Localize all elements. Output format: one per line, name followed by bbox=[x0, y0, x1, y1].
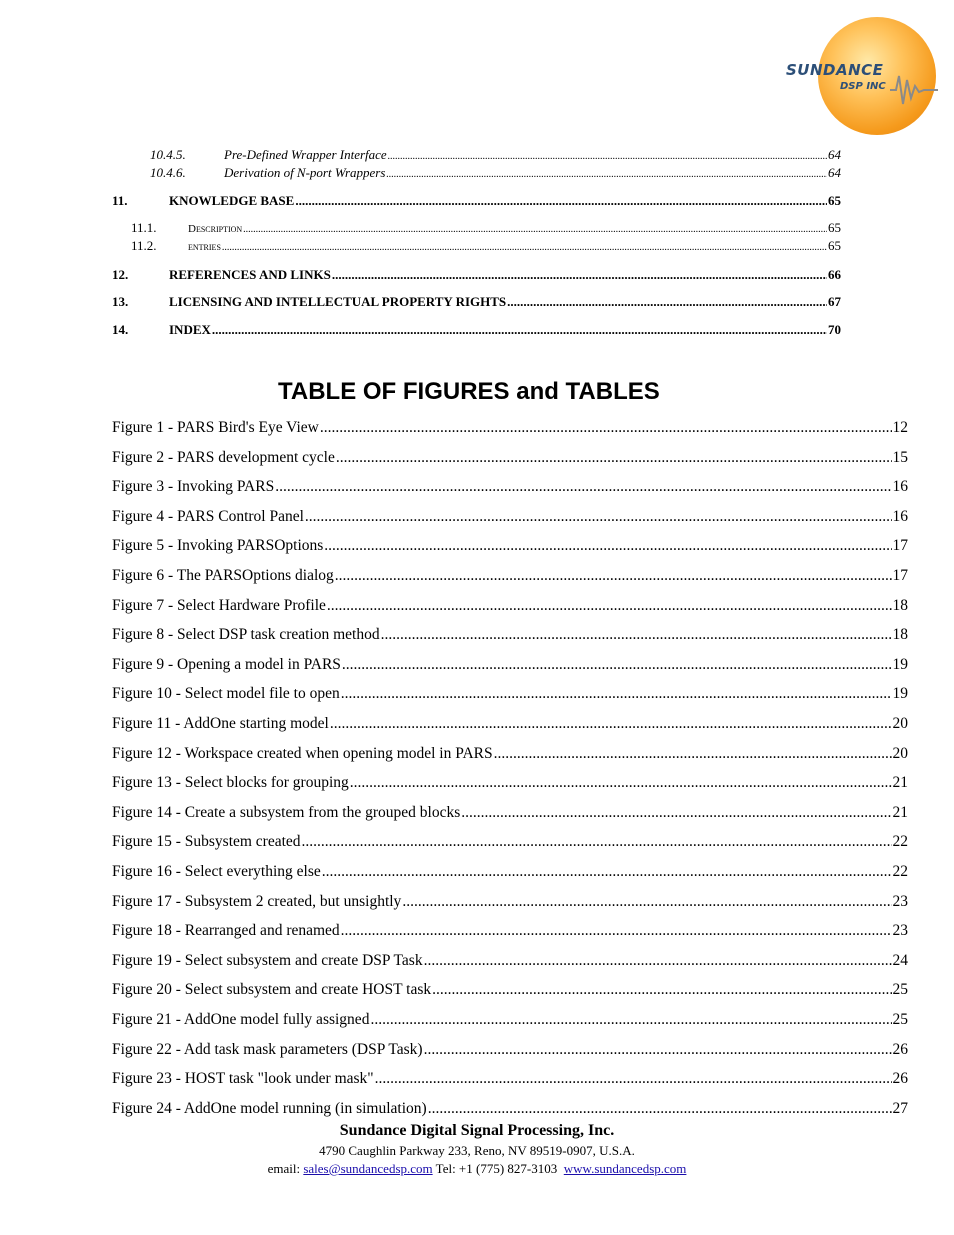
figure-title: Figure 7 - Select Hardware Profile bbox=[112, 596, 326, 614]
figure-page: 18 bbox=[892, 596, 908, 614]
dot-leader bbox=[322, 863, 892, 881]
figure-page: 21 bbox=[892, 803, 908, 821]
dot-leader bbox=[370, 1011, 891, 1029]
toc-title: LICENSING AND INTELLECTUAL PROPERTY RIGHTS bbox=[169, 294, 507, 309]
dot-leader bbox=[295, 193, 827, 209]
figure-page: 22 bbox=[892, 833, 908, 851]
figure-entry[interactable] bbox=[112, 715, 908, 733]
figure-page: 25 bbox=[892, 981, 908, 999]
toc-number: 10.4.6. bbox=[150, 165, 186, 180]
figure-entry[interactable] bbox=[112, 597, 908, 615]
dot-leader bbox=[222, 242, 827, 253]
dot-leader bbox=[336, 449, 892, 467]
dot-leader bbox=[341, 922, 892, 940]
figure-page: 15 bbox=[892, 448, 908, 466]
figure-title: Figure 24 - AddOne model running (in simulation) bbox=[112, 1099, 427, 1117]
dot-leader bbox=[381, 626, 892, 644]
toc-number: 11.2. bbox=[131, 238, 157, 253]
figure-entry[interactable] bbox=[112, 745, 908, 763]
toc-entry[interactable] bbox=[150, 165, 841, 181]
figure-title: Figure 16 - Select everything else bbox=[112, 863, 321, 880]
dot-leader bbox=[494, 745, 892, 763]
toc-page: 67 bbox=[828, 294, 841, 309]
toc-entry[interactable] bbox=[112, 193, 841, 209]
dot-leader bbox=[388, 151, 827, 162]
figure-entry[interactable] bbox=[112, 952, 908, 970]
figure-entry[interactable] bbox=[112, 478, 908, 496]
dot-leader bbox=[424, 952, 892, 970]
toc-number: 10.4.5. bbox=[150, 147, 186, 162]
dot-leader bbox=[324, 537, 891, 555]
figure-page: 20 bbox=[892, 715, 908, 732]
toc-title: entries bbox=[188, 241, 221, 253]
figure-entry[interactable] bbox=[112, 685, 908, 703]
toc-page: 65 bbox=[828, 193, 841, 208]
figure-entry[interactable] bbox=[112, 863, 908, 881]
figure-page: 17 bbox=[892, 537, 908, 555]
figure-title: Figure 13 - Select blocks for grouping bbox=[112, 774, 349, 792]
figure-entry[interactable] bbox=[112, 833, 908, 851]
figure-title: Figure 3 - Invoking PARS bbox=[112, 478, 275, 496]
figure-entry[interactable] bbox=[112, 981, 908, 999]
figure-entry[interactable] bbox=[112, 626, 908, 644]
figure-title: Figure 2 - PARS development cycle bbox=[112, 448, 335, 466]
dot-leader bbox=[335, 567, 892, 585]
dot-leader bbox=[461, 804, 891, 822]
dot-leader bbox=[432, 981, 891, 999]
dot-leader bbox=[243, 224, 827, 235]
toc-number: 11. bbox=[112, 193, 128, 208]
figure-title: Figure 10 - Select model file to open bbox=[112, 685, 340, 703]
toc-title: INDEX bbox=[169, 322, 211, 337]
dot-leader bbox=[342, 656, 892, 674]
footer-contact bbox=[0, 1161, 954, 1177]
dot-leader bbox=[424, 1041, 892, 1059]
figure-page: 16 bbox=[892, 507, 908, 525]
toc-page: 65 bbox=[828, 220, 841, 235]
figure-entry[interactable] bbox=[112, 656, 908, 674]
figure-entry[interactable] bbox=[112, 1070, 908, 1088]
figure-entry[interactable] bbox=[112, 774, 908, 792]
dot-leader bbox=[305, 508, 892, 526]
figure-title: Figure 9 - Opening a model in PARS bbox=[112, 655, 341, 673]
figure-page: 25 bbox=[892, 1011, 908, 1028]
dot-leader bbox=[327, 597, 892, 615]
figure-entry[interactable] bbox=[112, 1100, 908, 1118]
figure-title: Figure 18 - Rearranged and renamed bbox=[112, 922, 340, 940]
dot-leader bbox=[386, 169, 827, 180]
telephone: Tel: +1 (775) 827-3103 bbox=[435, 1161, 558, 1176]
email-link[interactable]: sales@sundancedsp.com bbox=[303, 1161, 433, 1176]
figure-page: 21 bbox=[892, 774, 908, 792]
figure-page: 20 bbox=[892, 744, 908, 762]
dot-leader bbox=[375, 1070, 892, 1088]
logo-waveform-icon bbox=[890, 70, 938, 110]
toc-title: Pre-Defined Wrapper Interface bbox=[224, 147, 387, 162]
figure-entry[interactable] bbox=[112, 419, 908, 437]
figure-title: Figure 19 - Select subsystem and create DSP Task bbox=[112, 951, 423, 969]
figure-title: Figure 20 - Select subsystem and create HOST task bbox=[112, 981, 432, 999]
figure-page: 23 bbox=[892, 922, 908, 940]
figure-page: 16 bbox=[892, 478, 908, 496]
dot-leader bbox=[428, 1100, 892, 1118]
toc-page: 66 bbox=[828, 267, 841, 282]
toc-title: KNOWLEDGE BASE bbox=[169, 193, 295, 208]
logo-name: SUNDANCE bbox=[786, 61, 884, 79]
figure-entry[interactable] bbox=[112, 893, 908, 911]
figure-title: Figure 23 - HOST task "look under mask" bbox=[112, 1070, 374, 1088]
figure-page: 19 bbox=[892, 685, 908, 703]
toc-number: 11.1. bbox=[131, 220, 157, 235]
figure-page: 17 bbox=[892, 567, 908, 584]
toc-entry[interactable] bbox=[112, 294, 841, 310]
figure-page: 24 bbox=[892, 951, 908, 969]
figure-entry[interactable] bbox=[112, 567, 908, 585]
dot-leader bbox=[302, 833, 892, 851]
dot-leader bbox=[507, 294, 827, 310]
toc-title: Description bbox=[188, 223, 243, 235]
logo-sub: DSP INC bbox=[840, 81, 886, 92]
dot-leader bbox=[320, 419, 892, 437]
toc-page: 64 bbox=[828, 165, 841, 180]
dot-leader bbox=[341, 685, 892, 703]
email-label: email: bbox=[267, 1161, 301, 1176]
toc-entry[interactable] bbox=[131, 220, 841, 236]
figure-page: 27 bbox=[892, 1099, 908, 1117]
figure-title: Figure 11 - AddOne starting model bbox=[112, 715, 329, 732]
toc-number: 14. bbox=[112, 322, 129, 337]
figure-page: 23 bbox=[892, 892, 908, 910]
toc-page: 65 bbox=[828, 238, 841, 253]
figure-title: Figure 17 - Subsystem 2 created, but unsightly bbox=[112, 892, 402, 910]
toc-entry[interactable] bbox=[112, 322, 841, 338]
dot-leader bbox=[350, 774, 892, 792]
toc-entry[interactable] bbox=[112, 267, 841, 283]
toc-entry[interactable] bbox=[131, 238, 841, 254]
figure-title: Figure 22 - Add task mask parameters (DSP Task) bbox=[112, 1040, 423, 1058]
figure-title: Figure 15 - Subsystem created bbox=[112, 833, 301, 851]
dot-leader bbox=[212, 322, 827, 338]
figure-page: 22 bbox=[892, 863, 908, 880]
figure-page: 26 bbox=[892, 1070, 908, 1088]
figure-title: Figure 6 - The PARSOptions dialog bbox=[112, 567, 334, 584]
figure-entry[interactable] bbox=[112, 1041, 908, 1059]
figure-title: Figure 5 - Invoking PARSOptions bbox=[112, 537, 324, 555]
figure-entry[interactable] bbox=[112, 1011, 908, 1029]
figure-title: Figure 21 - AddOne model fully assigned bbox=[112, 1011, 370, 1028]
toc-number: 12. bbox=[112, 267, 129, 282]
dot-leader bbox=[402, 893, 891, 911]
figure-title: Figure 14 - Create a subsystem from the grouped blocks bbox=[112, 803, 461, 821]
toc-entry[interactable] bbox=[150, 147, 841, 163]
figure-entry[interactable] bbox=[112, 508, 908, 526]
figure-page: 19 bbox=[892, 655, 908, 673]
footer-address: 4790 Caughlin Parkway 233, Reno, NV 89519-0907, U.S.A. bbox=[319, 1143, 635, 1158]
toc-title: REFERENCES AND LINKS bbox=[169, 267, 331, 282]
figure-title: Figure 4 - PARS Control Panel bbox=[112, 507, 304, 525]
sundance-logo bbox=[780, 15, 940, 155]
figure-entry[interactable] bbox=[112, 537, 908, 555]
figure-entry[interactable] bbox=[112, 449, 908, 467]
figure-page: 12 bbox=[892, 419, 908, 436]
dot-leader bbox=[330, 715, 892, 733]
figure-page: 18 bbox=[892, 626, 908, 644]
figure-title: Figure 12 - Workspace created when opening model in PARS bbox=[112, 744, 493, 762]
figure-title: Figure 8 - Select DSP task creation method bbox=[112, 626, 380, 644]
figure-entry[interactable] bbox=[112, 922, 908, 940]
dot-leader bbox=[275, 478, 891, 496]
toc-page: 64 bbox=[828, 147, 841, 162]
figure-entry[interactable] bbox=[112, 804, 908, 822]
footer-company: Sundance Digital Signal Processing, Inc. bbox=[339, 1122, 615, 1139]
figure-page: 26 bbox=[892, 1040, 908, 1058]
toc-title: Derivation of N-port Wrappers bbox=[224, 165, 386, 180]
dot-leader bbox=[332, 267, 827, 283]
website-link[interactable]: www.sundancedsp.com bbox=[563, 1161, 687, 1176]
page-heading: TABLE OF FIGURES and TABLES bbox=[278, 378, 660, 405]
toc-page: 70 bbox=[828, 322, 841, 337]
toc-number: 13. bbox=[112, 294, 129, 309]
figure-title: Figure 1 - PARS Bird's Eye View bbox=[112, 419, 319, 436]
